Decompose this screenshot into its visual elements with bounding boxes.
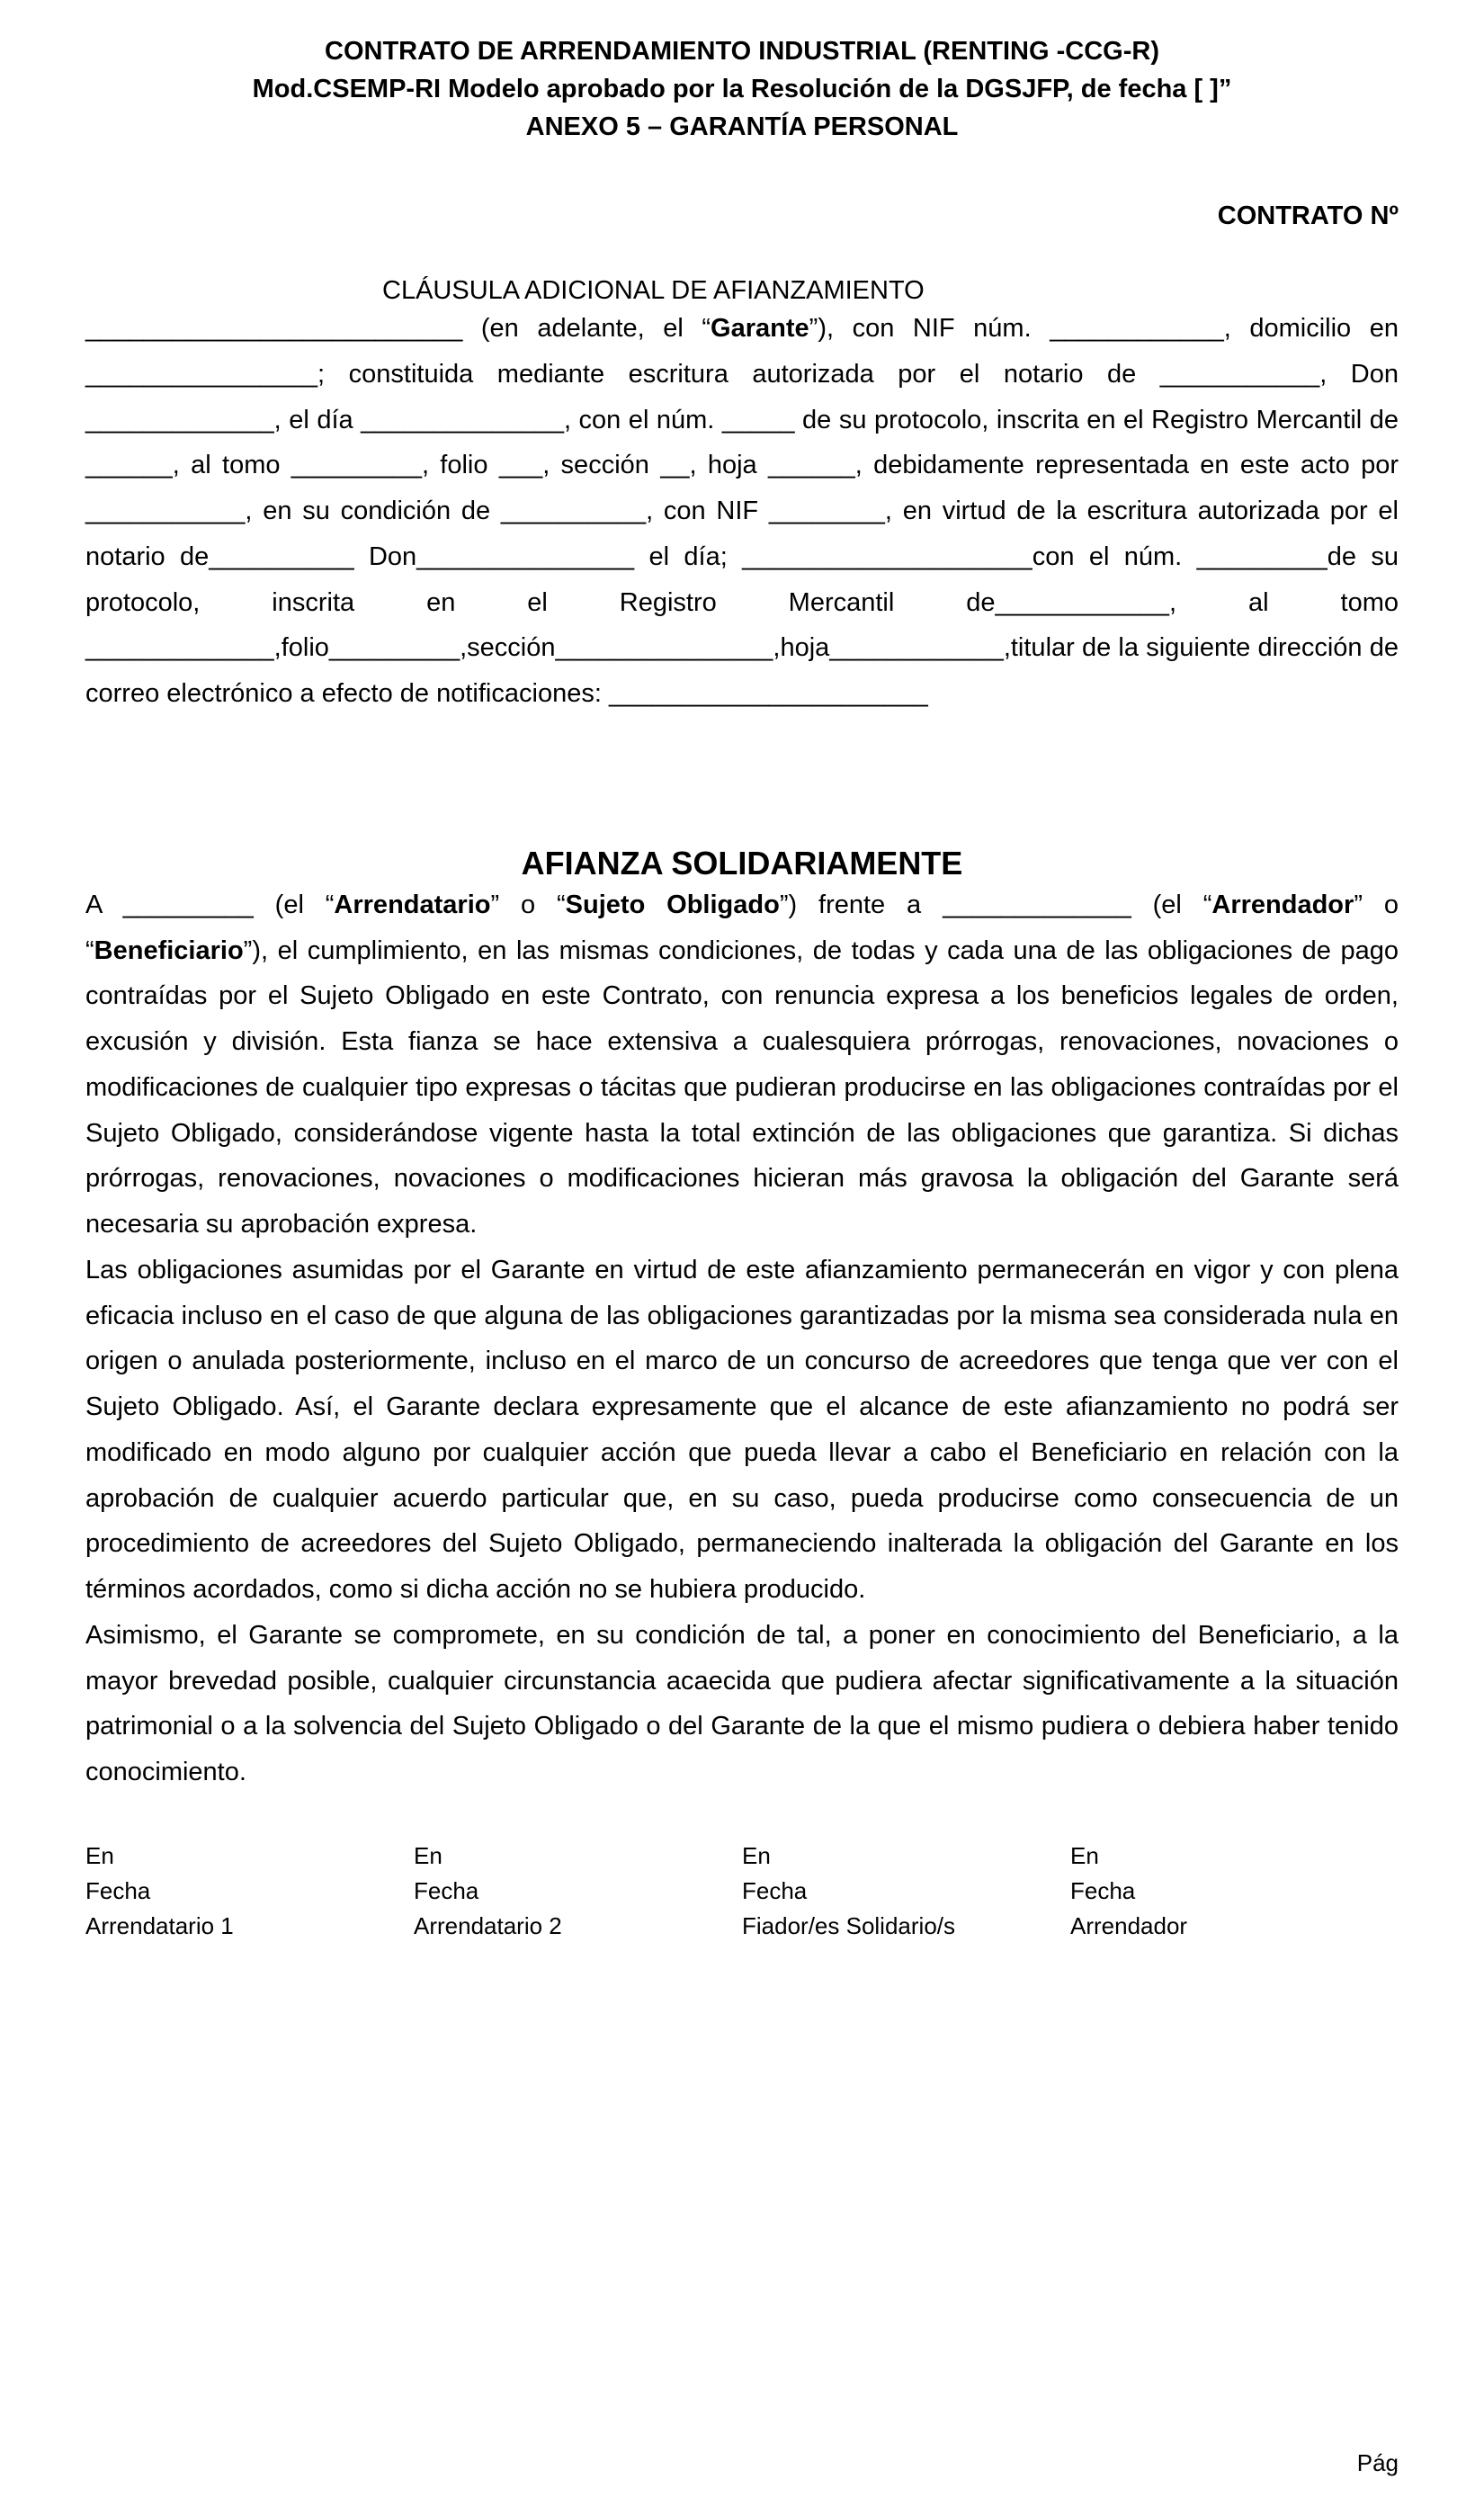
document-header [85, 32, 1399, 146]
signature-role-label: Arrendatario 2 [414, 1911, 562, 1939]
document-title-line1: CONTRATO DE ARRENDAMIENTO INDUSTRIAL (RENTING -CCG-R) [325, 37, 1159, 66]
signature-place-label: En [414, 1841, 443, 1869]
signature-place-label: En [742, 1841, 771, 1869]
intro-paragraph: __________________________ (en adelante, el “Garante”), con NIF núm. ____________, domicilio en ________________; constituida mediante escritura autorizada por el notario de ___________, Don _____________, el día ______________, con el núm. _____ de su protocolo, inscrita en el Registro Mercantil de ______, al tomo _________, folio ___, sección __, hoja ______, debidamente representada en este acto por ___________, en su condición de __________, con NIF ________, en virtud de la escritura autorizada por el notario de__________ Don_______________ el día; ____________________con el núm. _________de su protocolo, inscrita en el Registro Mercantil de____________, al tomo _____________,folio_________,sección_______________,hoja____________,titular de la siguiente dirección de correo electrónico a efecto de notificaciones: ______________________ [85, 314, 1399, 709]
signature-role-label: Fiador/es Solidario/s [742, 1911, 955, 1939]
signature-date-label: Fecha [1070, 1876, 1136, 1904]
signature-date-label: Fecha [742, 1876, 808, 1904]
page-number-label: Pág [1356, 2449, 1399, 2476]
signature-place-label: En [85, 1841, 114, 1869]
notice-paragraph: Asimismo, el Garante se compromete, en su condición de tal, a poner en conocimiento del Beneficiario, a la mayor brevedad posible, cualquier circunstancia acaecida que pudiera afectar significativamente a la situación patrimonial o a la solvencia del Sujeto Obligado o del Garante de la que el mismo pudiera o debiera haber tenido conocimiento. [85, 1620, 1399, 1787]
signature-place-label: En [1070, 1841, 1099, 1869]
signature-column-arrendatario-1 [85, 1839, 414, 1944]
signature-date-label: Fecha [85, 1876, 151, 1904]
signature-column-fiador [742, 1839, 1070, 1944]
signature-column-arrendatario-2 [414, 1839, 742, 1944]
guarantee-paragraph: A _________ (el “Arrendatario” o “Sujeto Obligado”) frente a _____________ (el “Arrendador” o “Beneficiario”), el cumplimiento, en las mismas condiciones, de todas y cada una de las obligaciones de pago contraídas por el Sujeto Obligado en este Contrato, con renuncia expresa a los beneficios legales de orden, excusión y división. Esta fianza se hace extensiva a cualesquiera prórrogas, renovaciones, novaciones o modificaciones de cualquier tipo expresas o tácitas que pudieran producirse en las obligaciones contraídas por el Sujeto Obligado, considerándose vigente hasta la total extinción de las obligaciones que garantiza. Si dichas prórrogas, renovaciones, novaciones o modificaciones hicieran más gravosa la obligación del Garante será necesaria su aprobación expresa. [85, 890, 1399, 1240]
contract-number-label: CONTRATO Nº [1217, 201, 1399, 231]
clause-title: CLÁUSULA ADICIONAL DE AFIANZAMIENTO [382, 276, 925, 306]
signature-date-label: Fecha [414, 1876, 479, 1904]
document-title-line3: ANEXO 5 – GARANTÍA PERSONAL [525, 112, 959, 142]
obligations-paragraph: Las obligaciones asumidas por el Garante en virtud de este afianzamiento permanecerán en vigor y con plena eficacia incluso en el caso de que alguna de las obligaciones garantizadas por la misma sea considerada nula en origen o anulada posteriormente, incluso en el marco de un concurso de acreedores que tenga que ver con el Sujeto Obligado. Así, el Garante declara expresamente que el alcance de este afianzamiento no podrá ser modificado en modo alguno por cualquier acción que pueda llevar a cabo el Beneficiario en relación con la aprobación de cualquier acuerdo particular que, en su caso, pueda producirse como consecuencia de un procedimiento de acreedores del Sujeto Obligado, permaneciendo inalterada la obligación del Garante en los términos acordados, como si dicha acción no se hubiera producido. [85, 1255, 1399, 1605]
signature-column-arrendador [1070, 1839, 1399, 1944]
signature-role-label: Arrendatario 1 [85, 1911, 234, 1939]
document-title-line2: Mod.CSEMP-RI Modelo aprobado por la Resolución de la DGSJFP, de fecha [ ]” [252, 75, 1232, 104]
section-title: AFIANZA SOLIDARIAMENTE [521, 844, 963, 882]
signature-role-label: Arrendador [1070, 1911, 1188, 1939]
signature-block [85, 1839, 1399, 1944]
